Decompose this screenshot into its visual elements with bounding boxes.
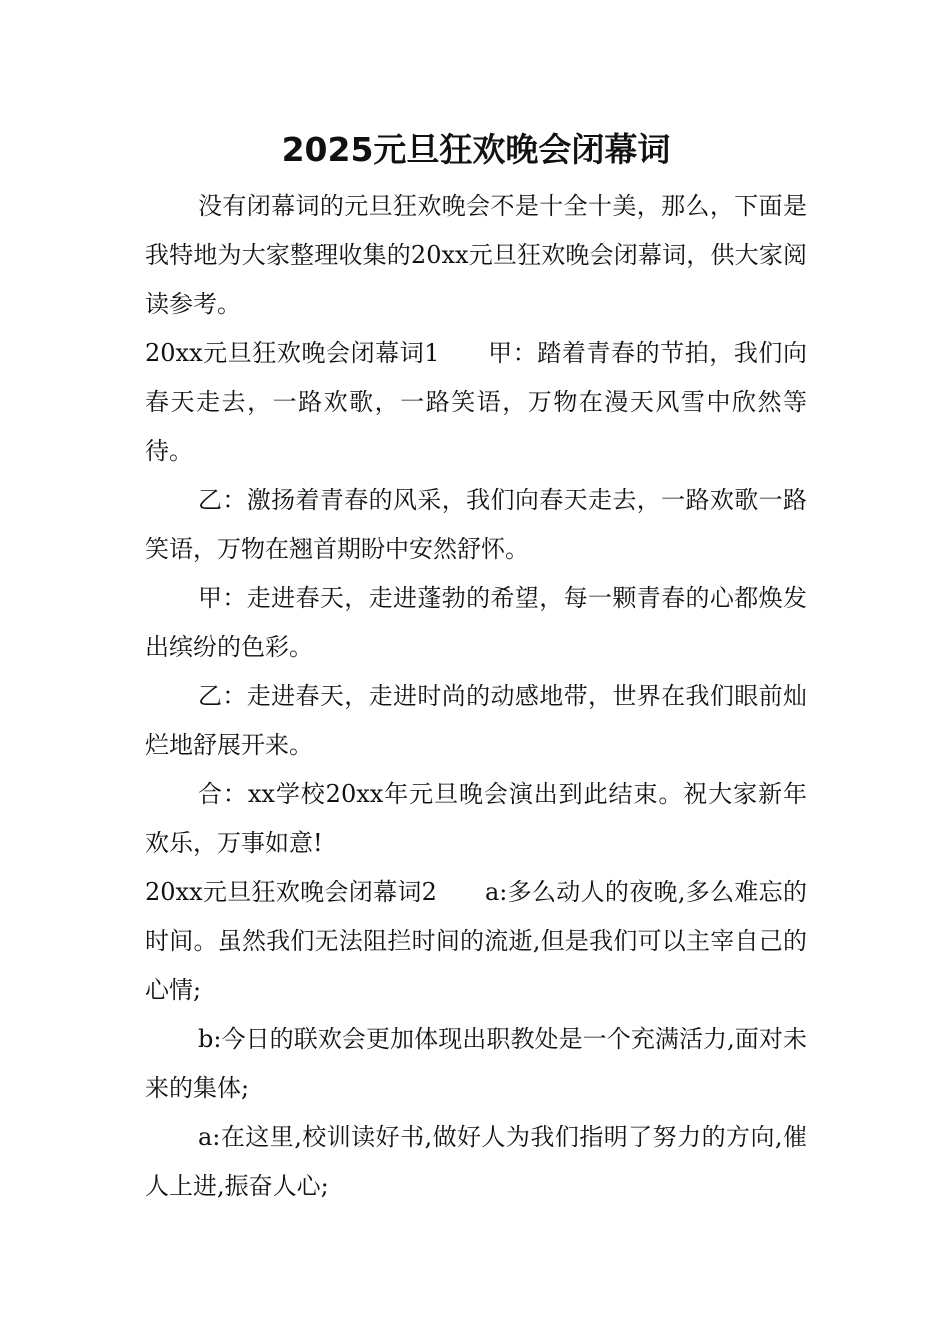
section-1-first-line: 甲：踏着青春的节拍，我们向春天走去，一路欢歌，一路笑语，万物在漫天风雪中欣然等待。 xyxy=(145,339,807,465)
section-1-paragraph: 乙：走进春天，走进时尚的动感地带，世界在我们眼前灿烂地舒展开来。 xyxy=(145,682,807,759)
section-2-heading: 20xx元旦狂欢晚会闭幕词2 xyxy=(145,878,437,906)
intro-paragraph: 没有闭幕词的元旦狂欢晚会不是十全十美，那么，下面是我特地为大家整理收集的20xx元旦狂欢晚会闭幕词，供大家阅读参考。 xyxy=(145,192,807,318)
section-2-paragraph: a:在这里,校训读好书,做好人为我们指明了努力的方向,催人上进,振奋人心; xyxy=(145,1123,807,1200)
section-2-paragraph: b:今日的联欢会更加体现出职教处是一个充满活力,面对未来的集体; xyxy=(145,1025,807,1102)
section-1-paragraph: 乙：激扬着青春的风采，我们向春天走去，一路欢歌一路笑语，万物在翘首期盼中安然舒怀。 xyxy=(145,486,807,563)
section-1-paragraph: 合：xx学校20xx年元旦晚会演出到此结束。祝大家新年欢乐，万事如意! xyxy=(145,780,807,857)
section-1-paragraph: 甲：走进春天，走进蓬勃的希望，每一颗青春的心都焕发出缤纷的色彩。 xyxy=(145,584,807,661)
section-2-opening xyxy=(145,868,807,1015)
document-page xyxy=(145,122,807,1211)
section-1-heading: 20xx元旦狂欢晚会闭幕词1 xyxy=(145,339,440,367)
section-2-first-line: a:多么动人的夜晚,多么难忘的时间。虽然我们无法阻拦时间的流逝,但是我们可以主宰自己的心情; xyxy=(145,878,807,1004)
document-title: 2025元旦狂欢晚会闭幕词 xyxy=(281,130,671,169)
section-1-opening xyxy=(145,329,807,476)
